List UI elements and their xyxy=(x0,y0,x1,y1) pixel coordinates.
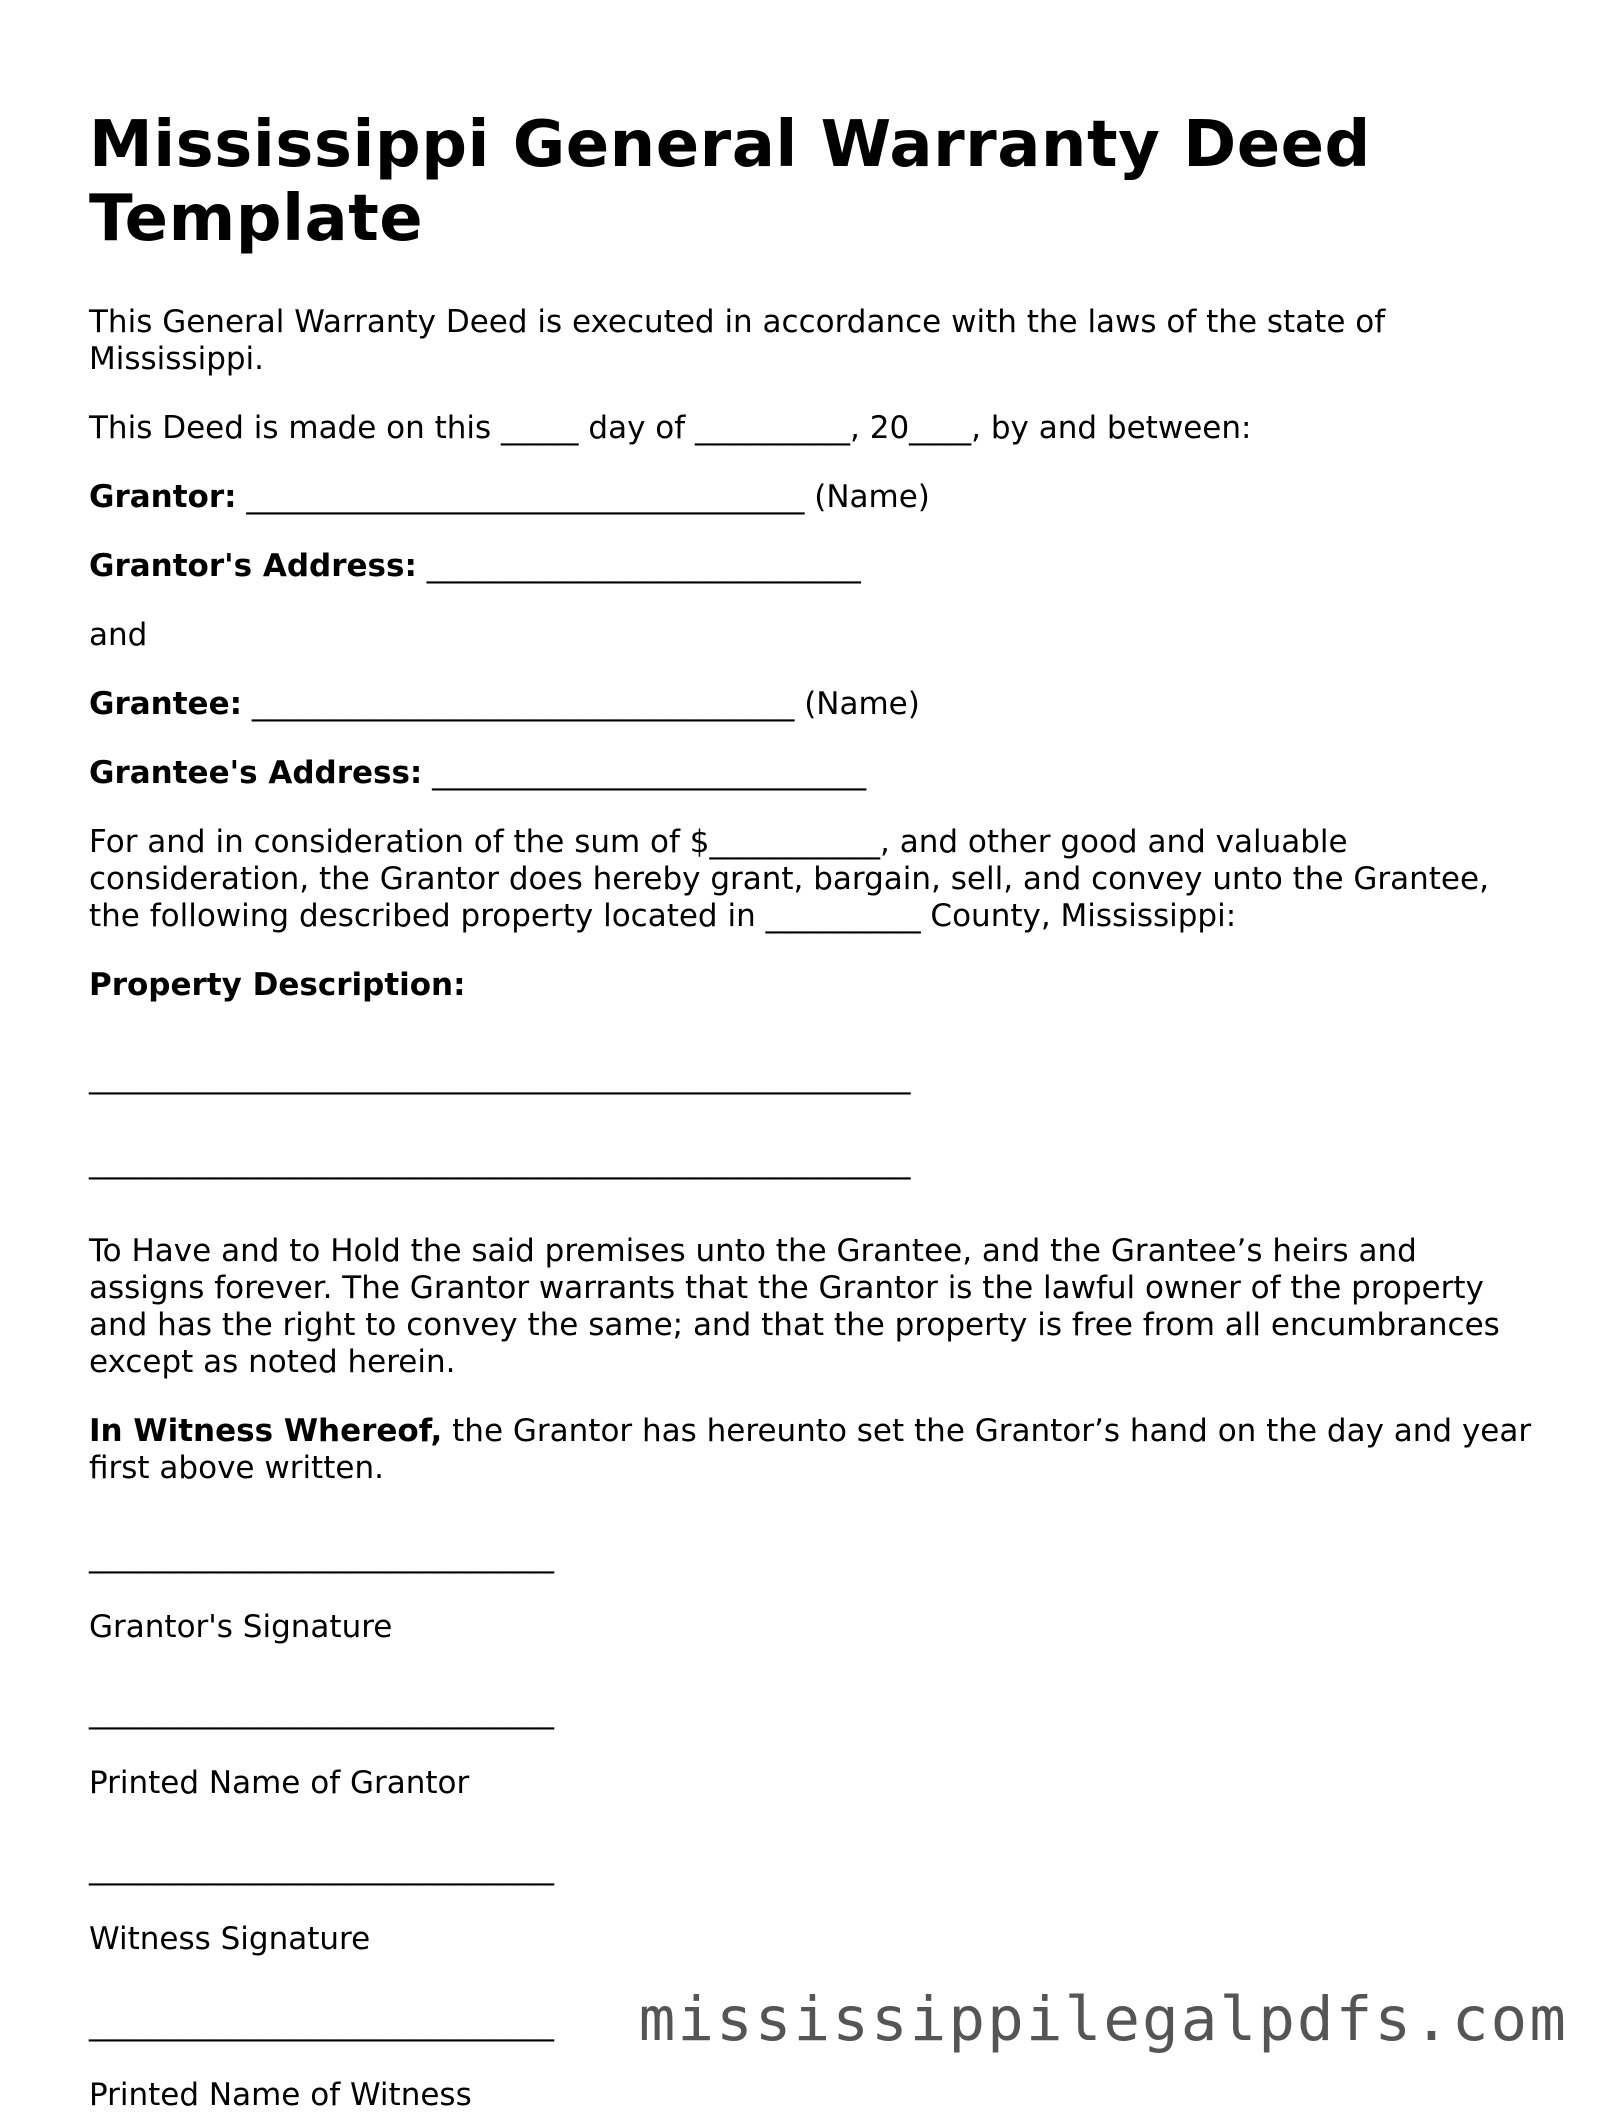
grantor-address-label: Grantor's Address: xyxy=(89,548,417,584)
grantee-blank[interactable]: ___________________________________ (Name) xyxy=(242,686,920,722)
signature-line[interactable]: ______________________________ xyxy=(89,2006,554,2042)
signature-label: Grantor's Signature xyxy=(89,1609,393,1645)
grantor-signature-block xyxy=(89,1538,1539,1646)
signature-label: Printed Name of Witness xyxy=(89,2077,472,2113)
property-description-line[interactable]: _____________________________________________________ xyxy=(89,1059,911,1095)
signature-line[interactable]: ______________________________ xyxy=(89,1694,554,1730)
habendum-paragraph: To Have and to Hold the said premises unto the Grantee, and the Grantee’s heirs and assigns forever. The Grantor warrants that the Grantor is the lawful owner of the property and has the right to convey the same; and that the property is free from all encumbrances except as noted herein. xyxy=(89,1233,1500,1380)
signature-line[interactable]: ______________________________ xyxy=(89,1538,554,1574)
signature-label: Witness Signature xyxy=(89,1921,371,1957)
witness-clause-bold: In Witness Whereof, xyxy=(89,1413,443,1449)
property-description-label: Property Description: xyxy=(89,967,466,1003)
document-title: Mississippi General Warranty Deed Template xyxy=(89,108,1371,256)
deed-document xyxy=(89,108,1539,2114)
grantor-printed-name-block xyxy=(89,1694,1539,1802)
date-line: This Deed is made on this _____ day of __________, 20____, by and between: xyxy=(89,410,1252,446)
grantee-address-label: Grantee's Address: xyxy=(89,755,423,791)
property-description-heading xyxy=(89,967,1539,1004)
intro-paragraph: This General Warranty Deed is executed in accordance with the laws of the state of Mississippi. xyxy=(89,304,1386,377)
grantor-blank[interactable]: ____________________________________ (Name) xyxy=(236,479,930,515)
signature-line[interactable]: ______________________________ xyxy=(89,1850,554,1886)
grantor-field xyxy=(89,479,1539,516)
grantor-address-blank[interactable]: ____________________________ xyxy=(416,548,861,584)
grantee-address-field xyxy=(89,755,1539,792)
grantor-address-field xyxy=(89,548,1539,585)
witness-clause-text: the Grantor has hereunto set the Grantor’s hand on the day and year first above written. xyxy=(89,1413,1532,1486)
grantor-label: Grantor: xyxy=(89,479,237,515)
consideration-paragraph: For and in consideration of the sum of $___________, and other good and valuable consideration, the Grantor does hereby grant, bargain, sell, and convey unto the Grantee, the following described property located in __________ County, Mississippi: xyxy=(89,824,1489,934)
witness-signature-block xyxy=(89,1850,1539,1958)
witness-clause xyxy=(89,1413,1539,1487)
grantee-label: Grantee: xyxy=(89,686,242,722)
property-description-line[interactable]: _____________________________________________________ xyxy=(89,1144,911,1180)
signature-label: Printed Name of Grantor xyxy=(89,1765,470,1801)
and-text: and xyxy=(89,617,148,653)
grantee-address-blank[interactable]: ____________________________ xyxy=(422,755,867,791)
grantee-field xyxy=(89,686,1539,723)
watermark-text: mississippilegalpdfs.com xyxy=(638,1984,1568,2055)
